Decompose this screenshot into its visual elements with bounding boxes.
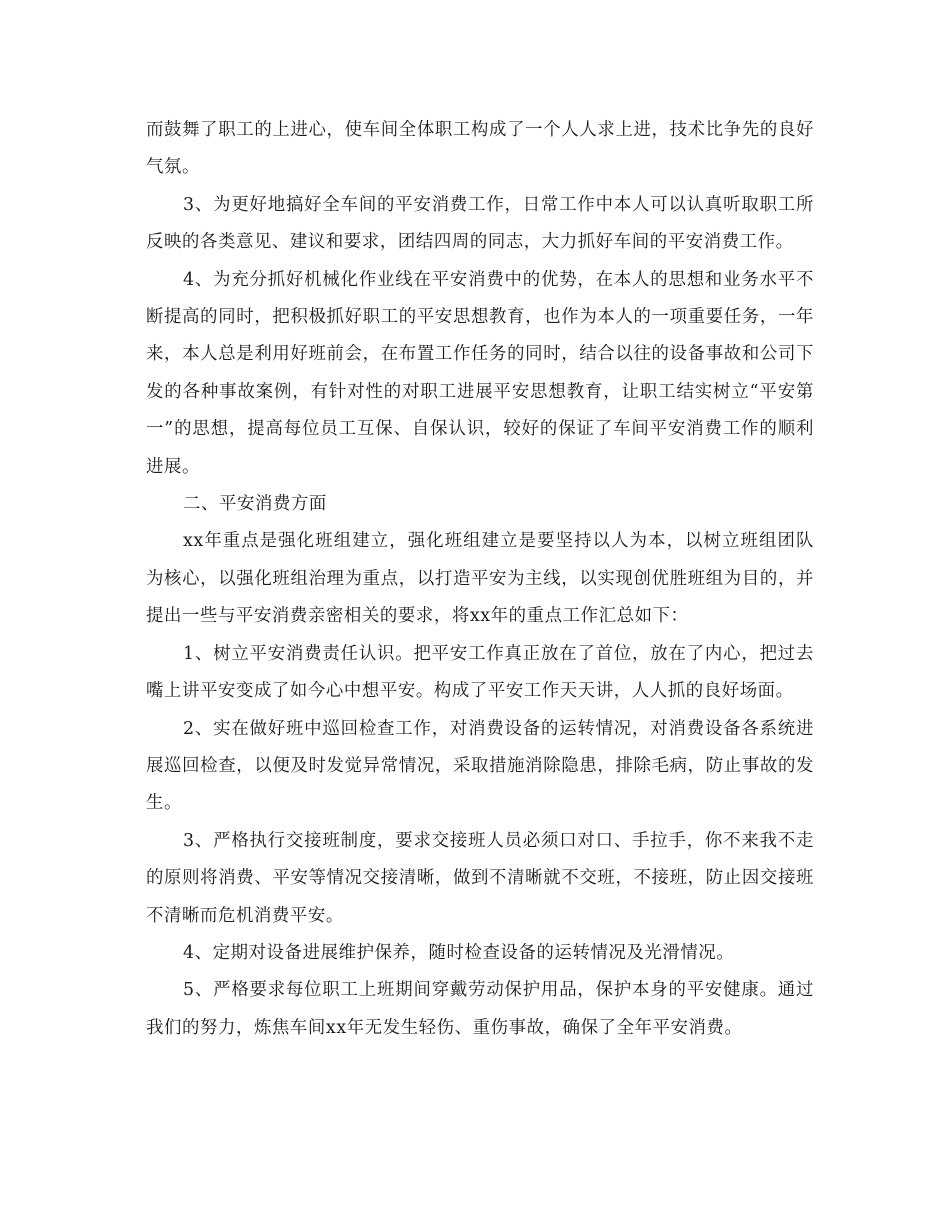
- paragraph-item-4: 4、为充分抓好机械化作业线在平安消费中的优势，在本人的思想和业务水平不断提高的同时，把积极抓好职工的平安思想教育，也作为本人的一项重要任务，一年来，本人总是利用好班前会，在布置工作任务的同时，结合以往的设备事故和公司下发的各种事故案例，有针对性的对职工进展平安思想教育，让职工结实树立“平安第一”的思想，提高每位员工互保、自保认识，较好的保证了车间平安消费工作的顺利进展。: [146, 269, 814, 477]
- paragraph-list-item-1: 1、树立平安消费责任认识。把平安工作真正放在了首位，放在了内心，把过去嘴上讲平安变成了如今心中想平安。构成了平安工作天天讲，人人抓的良好场面。: [146, 643, 814, 702]
- paragraph-section-intro: xx年重点是强化班组建立，强化班组建立是要坚持以人为本，以树立班组团队为核心，以强化班组治理为重点，以打造平安为主线，以实现创优胜班组为目的，并提出一些与平安消费亲密相关的要求，将xx年的重点工作汇总如下：: [146, 531, 814, 627]
- paragraph-list-item-3: 3、严格执行交接班制度，要求交接班人员必须口对口、手拉手，你不来我不走的原则将消费、平安等情况交接清晰，做到不清晰就不交班，不接班，防止因交接班不清晰而危机消费平安。: [146, 830, 814, 926]
- paragraph-continuation: 而鼓舞了职工的上进心，使车间全体职工构成了一个人人求上进，技术比争先的良好气氛。: [146, 120, 814, 178]
- paragraph-list-item-5: 5、严格要求每位职工上班期间穿戴劳动保护用品，保护本身的平安健康。通过我们的努力，炼焦车间xx年无发生轻伤、重伤事故，确保了全年平安消费。: [146, 980, 814, 1038]
- document-body: [146, 112, 814, 1047]
- paragraph-item-3: 3、为更好地搞好全车间的平安消费工作，日常工作中本人可以认真听取职工所反映的各类意见、建议和要求，团结四周的同志，大力抓好车间的平安消费工作。: [146, 194, 814, 253]
- section-heading: 二、平安消费方面: [183, 494, 327, 515]
- paragraph-list-item-4: 4、定期对设备进展维护保养，随时检查设备的运转情况及光滑情况。: [183, 942, 735, 963]
- paragraph-list-item-2: 2、实在做好班中巡回检查工作，对消费设备的运转情况，对消费设备各系统进展巡回检查，以便及时发觉异常情况，采取措施消除隐患，排除毛病，防止事故的发生。: [146, 718, 814, 814]
